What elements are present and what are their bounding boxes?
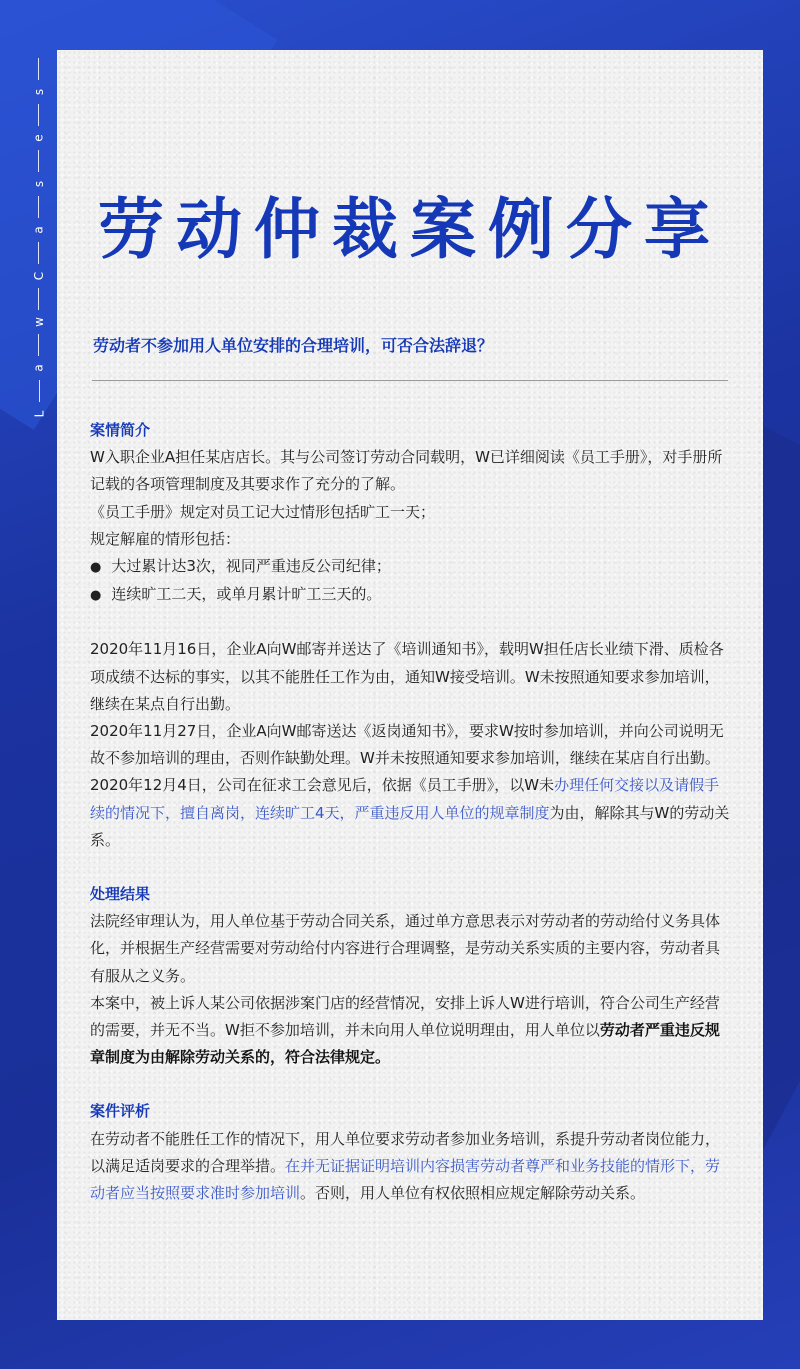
side-letter: a [31, 226, 46, 234]
list-item: ● 连续旷工二天，或单月累计旷工三天的。 [90, 581, 730, 609]
paragraph: 规定解雇的情形包括： [90, 529, 241, 548]
article-body [90, 417, 730, 1207]
paragraph: 2020年12月4日，公司在征求工会意见后，依据《员工手册》，以W未办理任何交接以及请假手续的情况下，擅自离岗，连续旷工4天，严重违反用人单位的规章制度为由，解除其与W的劳动关系。 [90, 776, 730, 849]
highlight-text: 办理任何交接以及请假手续的情况下，擅自离岗，连续旷工4天，严重违反用人单位的规章制度 [90, 776, 720, 822]
page-title: 劳动仲裁案例分享 [98, 191, 722, 268]
highlight-text: 在并无证据证明培训内容损害劳动者尊严和业务技能的情形下，劳动者应当按照要求准时参加培训 [90, 1156, 721, 1203]
subtitle: 劳动者不参加用人单位安排的合理培训，可否合法辞退？ [93, 336, 494, 355]
side-letter: L [32, 410, 46, 418]
paragraph: 本案中，被上诉人某公司依据涉案门店的经营情况，安排上诉人W进行培训，符合公司生产经营的需要，并无不当。W拒不参加培训，并未向用人单位说明理由，用人单位以劳动者严重违反规章制度为由解除劳动关系的，符合法律规定。 [90, 993, 720, 1067]
side-letter: s [31, 180, 46, 188]
paragraph: 在劳动者不能胜任工作的情况下，用人单位要求劳动者参加业务培训，系提升劳动者岗位能力，以满足适岗要求的合理举措。在并无证据证明培训内容损害劳动者尊严和业务技能的情形下，劳动者应当按照要求准时参加培训。否则，用人单位有权依照相应规定解除劳动关系。 [90, 1129, 721, 1203]
section-heading-case-summary: 案情简介 [90, 421, 151, 439]
section-heading-analysis: 案件评析 [90, 1102, 151, 1121]
side-law-cases-strip [24, 58, 54, 498]
section-heading-result: 处理结果 [90, 885, 151, 904]
divider [92, 380, 728, 381]
side-letter: a [31, 364, 46, 372]
bold-text: 劳动者严重违反规章制度为由解除劳动关系的，符合法律规定。 [90, 1021, 720, 1067]
paragraph: 法院经审理认为，用人单位基于劳动合同关系，通过单方意思表示对劳动者的劳动给付义务具体化，并根据生产经营需要对劳动给付内容进行合理调整，是劳动关系实质的主要内容，劳动者具有服从之义务。 [90, 912, 721, 985]
paragraph: 2020年11月27日，企业A向W邮寄送达《返岗通知书》，要求W按时参加培训，并向公司说明无故不参加培训的理由，否则作缺勤处理。W并未按照通知要求参加培训，继续在某店自行出勤。 [90, 722, 724, 768]
paragraph: W入职企业A担任某店店长。其与公司签订劳动合同载明，W已详细阅读《员工手册》，对手册所记载的各项管理制度及其要求作了充分的了解。 [90, 448, 723, 494]
paragraph: 《员工手册》规定对员工记大过情形包括旷工一天； [90, 502, 436, 521]
side-letter: C [31, 271, 46, 281]
content-card [57, 50, 763, 1320]
side-letter: e [31, 134, 46, 142]
side-letter: w [31, 317, 46, 327]
side-letter: s [31, 88, 46, 96]
paragraph: 2020年11月16日，企业A向W邮寄并送达了《培训通知书》，载明W担任店长业绩下滑、质检各项成绩不达标的事实，以其不能胜任工作为由，通知W接受培训。W未按照通知要求参加培训，继续在某点自行出勤。 [90, 640, 724, 713]
list-item: ● 大过累计达3次，视同严重违反公司纪律； [90, 553, 730, 581]
